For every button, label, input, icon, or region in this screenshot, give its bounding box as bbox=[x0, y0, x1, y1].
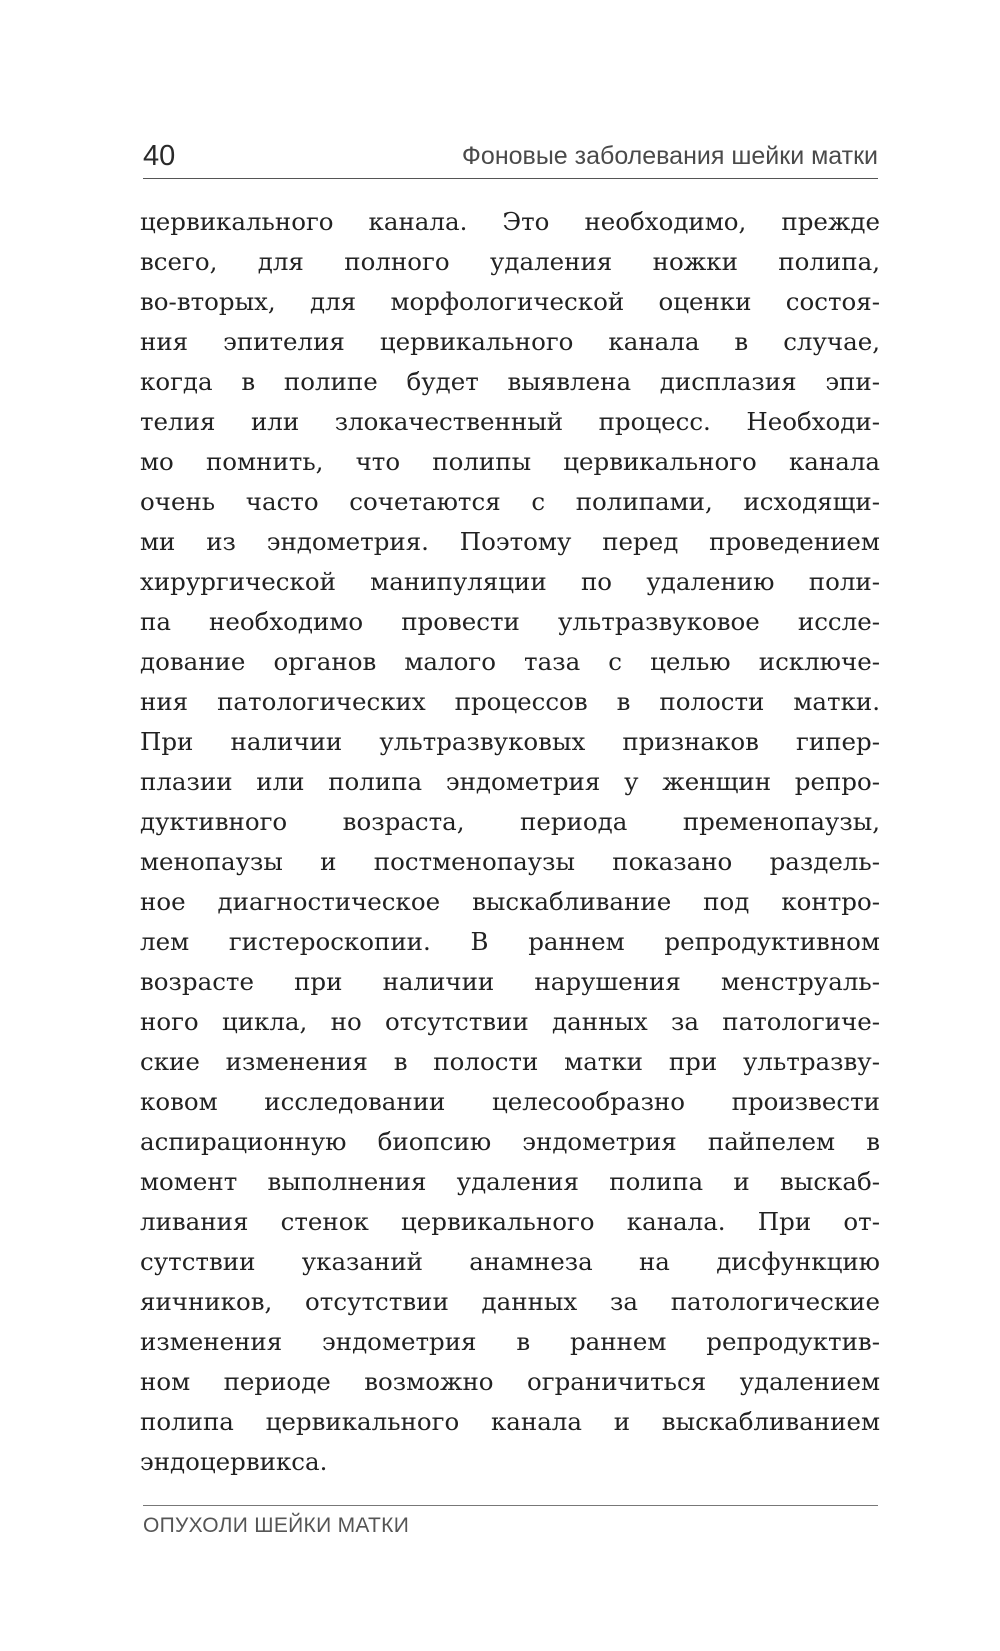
text-line: плазии или полипа эндометрия у женщин репро- bbox=[140, 767, 880, 796]
text-line: ном периоде возможно ограничиться удалением bbox=[140, 1367, 880, 1396]
text-line: ния эпителия цервикального канала в случае, bbox=[140, 327, 880, 356]
text-line: телия или злокачественный процесс. Необходи- bbox=[140, 407, 880, 436]
text-line: лем гистероскопии. В раннем репродуктивном bbox=[140, 927, 880, 956]
text-line: изменения эндометрия в раннем репродуктив- bbox=[140, 1327, 880, 1356]
text-line: ливания стенок цервикального канала. При от- bbox=[140, 1207, 880, 1236]
text-line: когда в полипе будет выявлена дисплазия эпи- bbox=[140, 367, 880, 396]
text-line: ми из эндометрия. Поэтому перед проведением bbox=[140, 527, 880, 556]
text-line: аспирационную биопсию эндометрия пайпелем в bbox=[140, 1127, 880, 1156]
section-title: ОПУХОЛИ ШЕЙКИ МАТКИ bbox=[143, 1514, 410, 1537]
text-line: хирургической манипуляции по удалению поли- bbox=[140, 567, 880, 596]
text-line: мо помнить, что полипы цервикального канала bbox=[140, 447, 880, 476]
text-line: яичников, отсутствии данных за патологические bbox=[140, 1287, 880, 1316]
text-line: цервикального канала. Это необходимо, прежде bbox=[140, 207, 880, 236]
page-header bbox=[143, 138, 878, 179]
text-line: эндоцервикса. bbox=[140, 1447, 328, 1476]
text-line: дуктивного возраста, периода пременопаузы, bbox=[140, 807, 880, 836]
page-footer bbox=[143, 1505, 878, 1540]
page-number: 40 bbox=[143, 140, 176, 172]
text-line: всего, для полного удаления ножки полипа, bbox=[140, 247, 880, 276]
text-line: дование органов малого таза с целью исключе- bbox=[140, 647, 880, 676]
text-line: ковом исследовании целесообразно произвести bbox=[140, 1087, 880, 1116]
running-title: Фоновые заболевания шейки матки bbox=[461, 142, 878, 170]
text-line: полипа цервикального канала и выскабливанием bbox=[140, 1407, 880, 1436]
text-line: момент выполнения удаления полипа и выскаб- bbox=[140, 1167, 880, 1196]
text-line: возрасте при наличии нарушения менструаль- bbox=[140, 967, 880, 996]
text-line: ного цикла, но отсутствии данных за патологиче- bbox=[140, 1007, 880, 1036]
text-line: сутствии указаний анамнеза на дисфункцию bbox=[140, 1247, 880, 1276]
text-line: менопаузы и постменопаузы показано раздель- bbox=[140, 847, 880, 876]
body-text bbox=[140, 202, 880, 1482]
text-line: очень часто сочетаются с полипами, исходящи- bbox=[140, 487, 880, 516]
text-line: ное диагностическое выскабливание под контро- bbox=[140, 887, 880, 916]
text-line: ские изменения в полости матки при ультразву- bbox=[140, 1047, 880, 1076]
text-line: При наличии ультразвуковых признаков гипер- bbox=[140, 727, 880, 756]
text-line: ния патологических процессов в полости матки. bbox=[140, 687, 880, 716]
text-line: па необходимо провести ультразвуковое иссле- bbox=[140, 607, 880, 636]
text-line: во-вторых, для морфологической оценки состоя- bbox=[140, 287, 880, 316]
